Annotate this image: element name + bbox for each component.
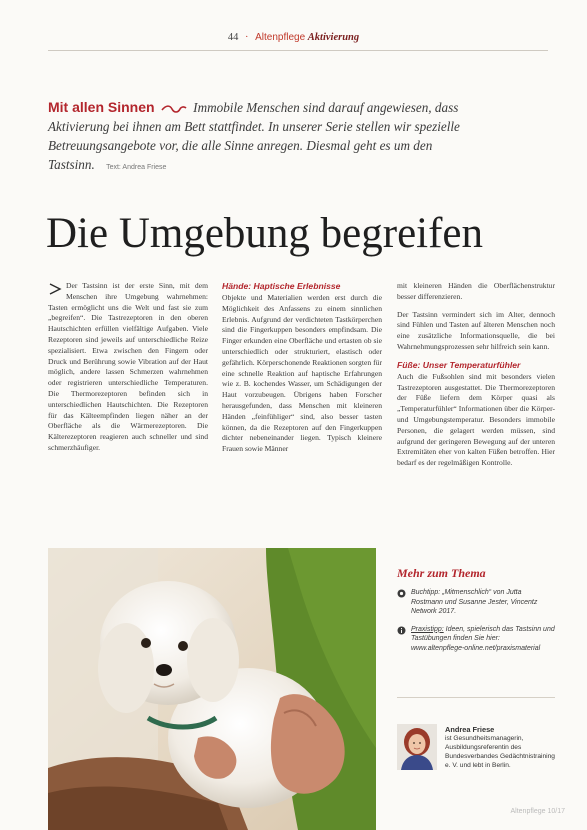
subheading-feet: Füße: Unser Temperaturfühler [397,359,521,370]
bullet-circle-icon [397,589,406,598]
running-header [0,32,587,43]
col3-paragraph-1: mit kleineren Händen die Oberflächenstruktur besser differenzieren. [397,281,555,301]
swirl-icon [161,104,187,114]
sidebar-rule [397,697,555,698]
chevron-right-icon [48,282,62,296]
sidebar-practice-link[interactable]: Praxistipp: [411,625,444,633]
lead-kicker: Mit allen Sinnen [48,99,155,115]
author-portrait-illustration [397,724,437,770]
sidebar-book-tip [397,588,555,617]
author-bio-text: ist Gesundheitsmanagerin, Ausbildungsreferentin des Bundesverbandes Gedächtnistraining e. V. und lebt in Berlin. [445,735,555,769]
article-title: Die Umgebung begreifen [46,210,484,257]
article-column-1 [48,281,208,454]
author-bio [445,725,557,770]
subheading-hands: Hände: Haptische Erlebnisse [222,281,341,291]
lead-credit: Text: Andrea Friese [106,164,167,171]
header-subsection: Aktivierung [307,32,360,43]
col1-paragraph: Der Tastsinn ist der erste Sinn, mit dem Menschen ihre Umgebung wahrnehmen: Tasten ermöglicht uns die Welt und fast sie zum „begreifen“. Die Tastrezeptoren in den oberen Hautschichten erfüllen vielfältige Aufgaben. Viele Rezeptoren sind jeweils auf unterschiedliche Reize spezialisiert. Etwa zwischen den Fingern oder Druck und Berührung sowie Vibration auf der Haut möglich, andere lassen Schmerzen wahrnehmen oder registrieren unterschiedliche Temperaturen. Die Thermorezeptoren befinden sich in unterschiedlichen Hautschichten. Die Rezeptoren für das Kälteempfinden liegen näher an der Oberfläche als die Wärmerezeptoren. Die Kälterezeptoren reagieren auch schneller und sind schmerzhäufiger. [48,281,208,452]
col2-paragraph: Objekte und Materialien werden erst durch die Möglichkeit des Anfassens zu einem sinnlichen Erlebnis. Aufgrund der verdichteten Tastkörperchen sind die Fingerkuppen besonders empfindsam. Die Finger erkunden eine Oberfläche und ertasten ob sie unterschiedlich oder strukturiert, elastisch oder gefährlich. Körperschonende Reaktionen sorgten für eine schnelle Reaktion auf haptische Erfahrungen wie z. B. kochendes Wasser, um Schädigungen der Haut vorzubeugen. Übrigens haben Forscher herausgefunden, dass Menschen mit kleineren Händen „feinfühliger“ sind, also besser tasten können, da die Rezeptoren auf den Fingerkuppen dichter nebeneinander liegen. Typisch kleinere Frauen sowie Männer [222,293,382,454]
col3-paragraph-3: Auch die Fußsohlen sind mit besonders vielen Tastrezeptoren ausgestattet. Die Thermorezeptoren der Füße liefern dem Körper quasi als „Temperaturfühler“ Informationen über die Körper- und Umgebungstemperatur. Besonders immobile Personen, die gelagert werden müssen, sind aufgrund der geringeren Bewegung auf der unteren Extremitäten eher von kalten Füßen betroffen. Hier bedarf es der regelmäßigen Kontrolle. [397,371,555,468]
dog-photo-illustration [48,548,376,830]
header-rule [48,50,548,51]
sidebar-practice-tip [397,625,555,654]
article-column-3 [397,281,555,469]
article-photo-dog [48,548,376,830]
sidebar-heading: Mehr zum Thema [397,566,486,580]
page-number: 44 [227,32,239,43]
lead-paragraph [48,98,468,177]
info-icon [397,626,406,635]
folio: Altenpflege 10/17 [510,808,565,815]
sidebar-more-info [397,566,555,661]
author-name: Andrea Friese [445,725,495,734]
header-section: Altenpflege [255,32,306,43]
col3-paragraph-2: Der Tastsinn vermindert sich im Alter, dennoch sind Fühlen und Tasten auf älteren Menschen noch eine zusätzliche Informationsquelle, die bei Wahrnehmungsprozessen sehr hilfreich sein kann. [397,309,555,351]
sidebar-book-tip-text: Buchtipp: „Mitmenschlich“ von Jutta Rostmann und Susanne Jester, Vincentz Network 2017. [411,589,538,615]
lead-text: Immobile Menschen sind darauf angewiesen, dass Aktivierung bei ihnen am Bett stattfindet. In unserer Serie stellen wir spezielle Betreuungsangebote vor, die alle Sinne anregen. Diesmal geht es um den Tastsinn. [48,100,460,172]
article-column-2 [222,281,382,455]
header-separator: · [244,32,249,43]
author-photo [397,724,437,770]
sidebar-practice-text: Ideen, spielerisch das Tastsinn und Tastübungen finden Sie hier: www.altenpflege-online.net/praxismaterial [411,625,555,652]
